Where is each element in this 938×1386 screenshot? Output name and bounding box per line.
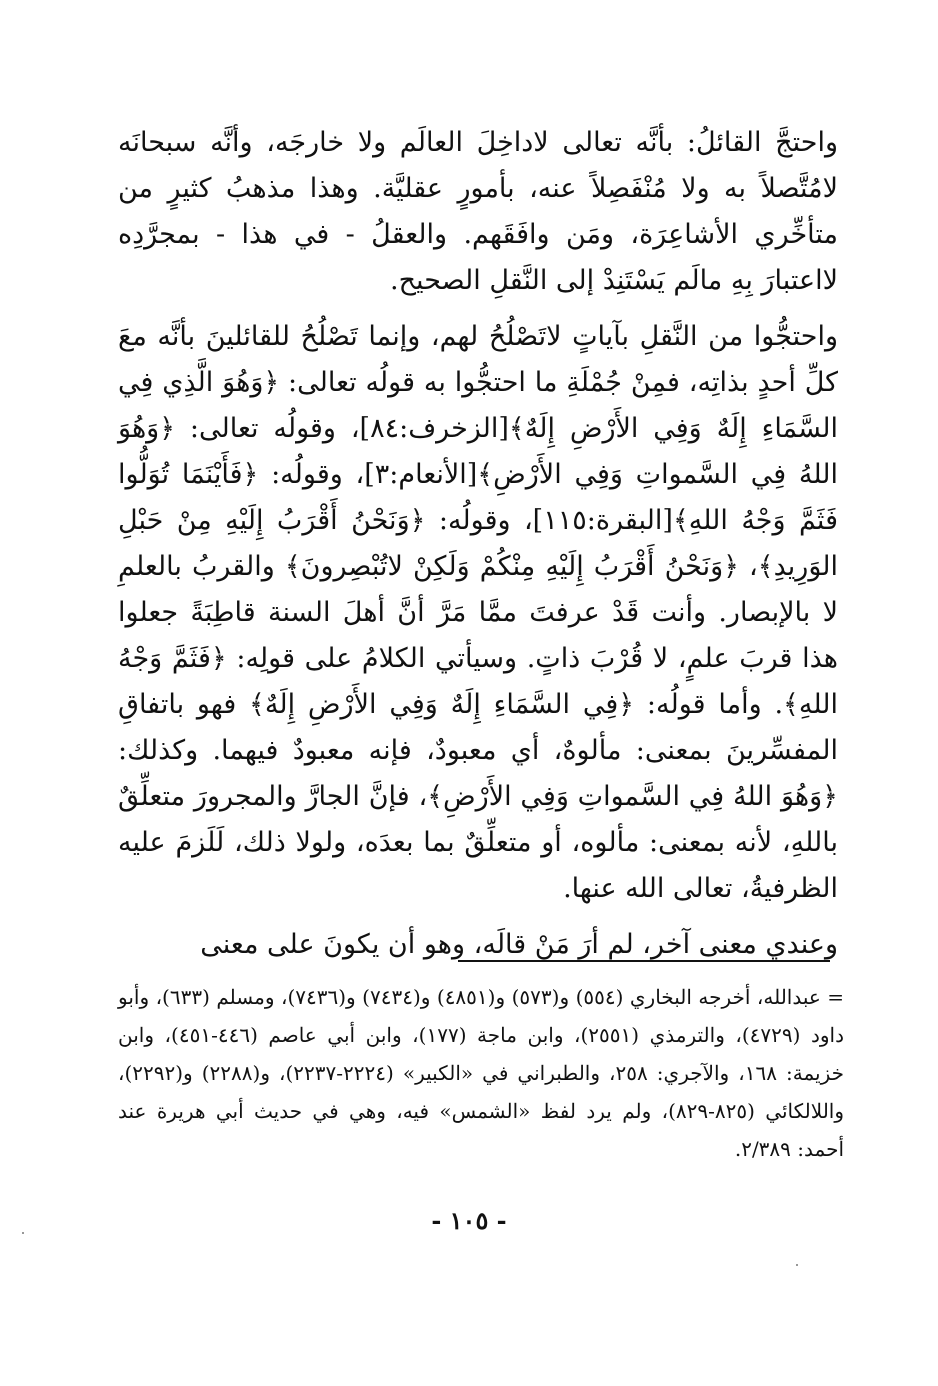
- paragraph-2: واحتجُّوا من النَّقلِ بآياتٍ لاتَصْلُحُ لهم، وإنما تَصْلُحُ للقائلينَ بأنَّه معَ كلِّ أحدٍ بذاتِه، فمِنْ جُمْلَةِ ما احتجُّوا به قولُه تعالى: ﴿وَهُوَ الَّذِي فِي السَّمَاءِ إِلَهٌ وَفِي الأَرْضِ إِلَهٌ﴾[الزخرف:٨٤]، وقولُه تعالى: ﴿وَهُوَ اللهُ فِي السَّمواتِ وَفِي الأَرْضِ﴾[الأنعام:٣]، وقولُه: ﴿فَأَيْنَمَا تُوَلُّوا فَثَمَّ وَجْهُ اللهِ﴾[البقرة:١١٥]، وقولُه: ﴿وَنَحْنُ أَقْرَبُ إِلَيْهِ مِنْ حَبْلِ الوَرِيدِ﴾، ﴿وَنَحْنُ أَقْرَبُ إِلَيْهِ مِنْكُمْ وَلَكِنْ لاتُبْصِرونَ﴾ والقربُ بالعلمِ لا بالإبصار. وأنت قَدْ عرفتَ ممَّا مَرَّ أنَّ أهلَ السنة قاطِبَةً جعلوا هذا قربَ علمٍ، لا قُرْبَ ذاتٍ. وسيأتي الكلامُ على قولِه: ﴿فَثَمَّ وَجْهُ اللهِ﴾. وأما قولُه: ﴿فِي السَّمَاءِ إِلَهٌ وَفِي الأَرْضِ إِلَهٌ﴾ فهو باتفاقِ المفسِّرينَ بمعنى: مألوهٌ، أي معبودٌ، فإنه معبودٌ فيهما. وكذلك: ﴿وَهُوَ اللهُ فِي السَّمواتِ وَفِي الأَرْضِ﴾، فإنَّ الجارَّ والمجرورَ متعلِّقٌ باللهِ، لأنه بمعنى: مألوه، أو متعلِّقٌ بما بعدَه، ولولا ذلك، لَلَزمَ عليه الظرفيةُ، تعالى الله عنها.: [118, 321, 838, 904]
- footnote: = عبدالله، أخرجه البخاري (٥٥٤) و(٥٧٣) و(٤٨٥١) و(٧٤٣٤) و(٧٤٣٦)، ومسلم (٦٣٣)، وأبو داود (٤٧٢٩)، والترمذي (٢٥٥١)، وابن ماجة (١٧٧)، وابن أبي عاصم (٤٤٦-٤٥١)، وابن خزيمة: ١٦٨، والآجري: ٢٥٨، والطبراني في «الكبير» (٢٢٢٤-٢٢٣٧)، و(٢٢٨٨) و(٢٢٩٢)، واللالكائي (٨٢٥-٨٢٩)، ولم يرد لفظ «الشمس» فيه، وهي في حديث أبي هريرة عند أحمد: ٢/٣٨٩.: [118, 985, 845, 1161]
- paragraph-1: واحتجَّ القائلُ: بأنَّه تعالى لاداخِلَ العالَم ولا خارجَه، وأنَّه سبحانَه لامُتَّصلاً به ولا مُنْفَصِلاً عنه، بأمورٍ عقليَّة. وهذا مذهبُ كثيرٍ من متأخِّري الأشاعِرَة، ومَن وافَقَهم. والعقلُ - في هذا - بمجرَّدِه لااعتبارَ بِهِ مالَم يَسْتَنِدْ إلى النَّقلِ الصحيح.: [118, 127, 838, 296]
- main-text: [118, 120, 838, 978]
- page-number: - ١٠٥ -: [431, 1206, 507, 1235]
- paragraph-3: وعندي معنى آخر، لم أرَ مَنْ قالَه، وهو أن يكونَ على معنى: [200, 929, 838, 960]
- scan-speck: [796, 1264, 798, 1266]
- footnote-separator: [458, 960, 830, 962]
- footnotes: [118, 978, 844, 1168]
- scan-speck: [22, 1232, 24, 1234]
